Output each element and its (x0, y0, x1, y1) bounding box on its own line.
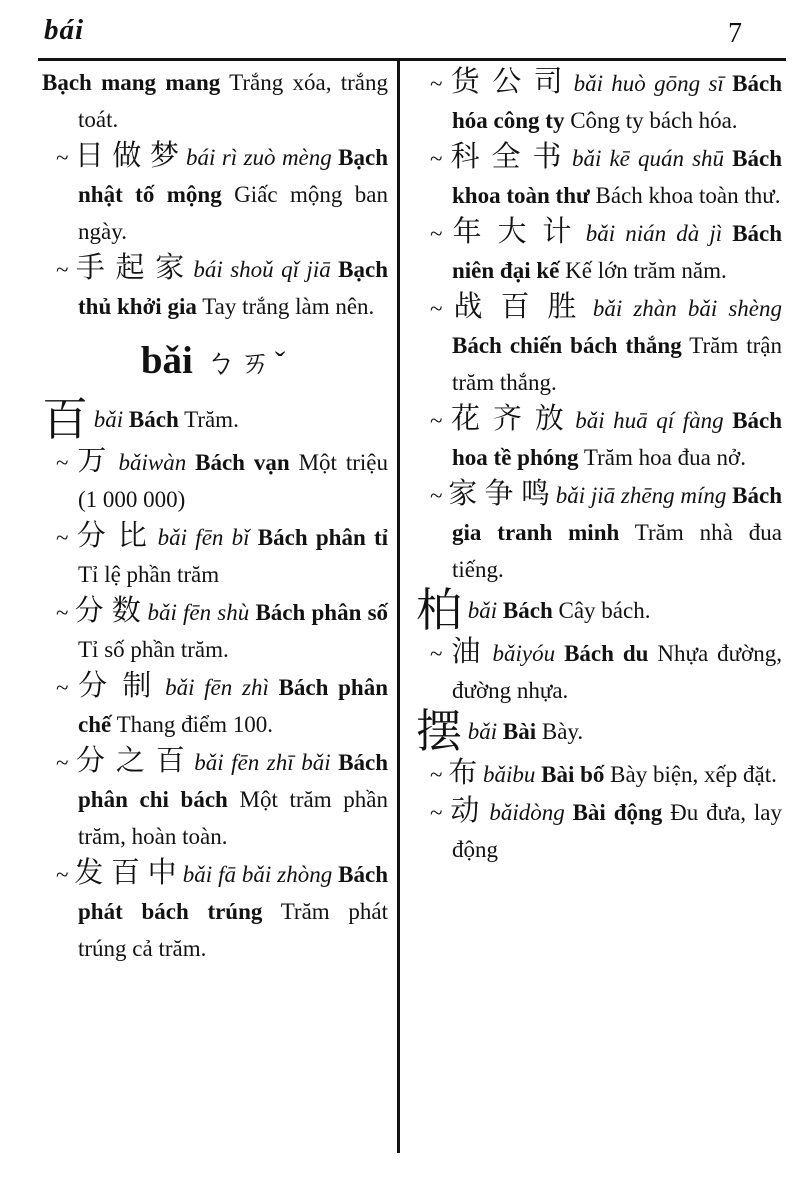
sub-entry-tilde: ~ (56, 862, 69, 887)
entry-hanzi: 油 (451, 636, 484, 668)
sub-entry-tilde: ~ (430, 641, 443, 666)
entry-definition: Trăm hoa đua nở. (583, 445, 746, 470)
entry-hanzi: 日 做 梦 (74, 140, 180, 172)
entry-pinyin: bǎiyóu (492, 641, 556, 666)
entry-hanzi: 货 公 司 (450, 66, 566, 98)
entry-hanzi: 万 (77, 445, 110, 477)
dictionary-entry (42, 743, 388, 855)
sub-entry-tilde: ~ (56, 450, 69, 475)
entry-definition: Trắng xóa, trắng toát. (78, 70, 388, 132)
sub-entry-tilde: ~ (430, 483, 443, 508)
entry-pinyin: bái rì zuò mèng (186, 145, 332, 170)
entry-sino-vietnamese: Bách gia tranh minh (452, 483, 782, 545)
dictionary-entry (416, 755, 782, 793)
entry-definition: Tỉ lệ phần trăm (78, 562, 220, 587)
entry-hanzi: 发 百 中 (74, 857, 177, 889)
section-zhuyin: ㄅㄞˇ (204, 345, 290, 380)
entry-hanzi: 分 之 百 (76, 745, 187, 777)
entry-pinyin: bái shoǔ qǐ jiā (193, 257, 331, 282)
entry-definition: Bách khoa toàn thư. (595, 183, 781, 208)
entry-sino-vietnamese: Bách hóa công ty (452, 71, 783, 133)
entry-sino-vietnamese: Bách niên đại kế (452, 221, 783, 283)
entry-pinyin: bǎi zhàn bǎi shèng (592, 296, 783, 321)
headword-hanzi: 百 (42, 394, 88, 445)
entry-pinyin: bǎi fēn shù (147, 600, 250, 625)
left-column (42, 64, 388, 967)
entry-sino-vietnamese: Bách phát bách trúng (78, 862, 388, 924)
entry-sino-vietnamese: Bạch mang mang (42, 70, 221, 95)
entry-pinyin: bǎibu (482, 762, 536, 787)
entry-sino-vietnamese: Bách phân chế (78, 675, 388, 737)
entry-pinyin: bǎi jiā zhēng míng (555, 483, 727, 508)
entry-definition: Một trăm phần trăm, hoàn toàn. (78, 787, 389, 849)
sub-entry-tilde: ~ (56, 257, 69, 282)
entry-definition: Kế lớn trăm năm. (565, 258, 727, 283)
entry-definition: Trăm. (184, 407, 239, 432)
sub-entry-tilde: ~ (430, 408, 443, 433)
dictionary-entry (416, 289, 782, 401)
entry-hanzi: 分 比 (76, 520, 150, 552)
headword-hanzi: 摆 (416, 706, 462, 757)
entry-definition: Bày biện, xếp đặt. (610, 762, 777, 787)
page-number: 7 (728, 18, 742, 49)
dictionary-entry (416, 139, 782, 214)
entry-hanzi: 手 起 家 (75, 252, 186, 284)
entry-hanzi: 分 制 (78, 670, 156, 702)
header-rule (38, 58, 786, 61)
entry-sino-vietnamese: Bài bố (541, 762, 605, 787)
entry-hanzi: 战 百 胜 (453, 291, 582, 323)
dictionary-entry (416, 476, 782, 588)
sub-entry-tilde: ~ (430, 800, 443, 825)
entry-sino-vietnamese: Bạch nhật tố mộng (78, 145, 389, 207)
entry-hanzi: 布 (448, 757, 478, 789)
dictionary-entry (42, 668, 388, 743)
entry-sino-vietnamese: Bách chiến bách thắng (452, 333, 682, 358)
entry-hanzi: 年 大 计 (452, 216, 576, 248)
entry-hanzi: 动 (450, 795, 482, 827)
entry-sino-vietnamese: Bách vạn (195, 450, 290, 475)
entry-pinyin: bǎi (467, 719, 498, 744)
dictionary-entry (42, 394, 388, 445)
dictionary-entry (416, 401, 782, 476)
entry-sino-vietnamese: Bài (502, 719, 537, 744)
entry-pinyin: bǎi fēn zhī bǎi (194, 750, 331, 775)
entry-sino-vietnamese: Bách phân số (255, 600, 389, 625)
dictionary-entry (42, 518, 388, 593)
sub-entry-tilde: ~ (56, 145, 69, 170)
entry-sino-vietnamese: Bách (128, 407, 179, 432)
entry-definition: Đu đưa, lay động (452, 800, 783, 862)
entry-sino-vietnamese: Bách (502, 598, 553, 623)
entry-definition: Tỉ số phần trăm. (78, 637, 229, 662)
entry-sino-vietnamese: Bạch thủ khởi gia (78, 257, 389, 319)
entry-definition: Thang điểm 100. (116, 712, 274, 737)
entry-sino-vietnamese: Bách hoa tề phóng (452, 408, 783, 470)
entry-sino-vietnamese: Bách khoa toàn thư (452, 146, 782, 208)
entry-definition: Trăm nhà đua tiếng. (452, 520, 782, 582)
entry-definition: Một triệu (1 000 000) (78, 450, 389, 512)
dictionary-entry (42, 64, 388, 138)
entry-pinyin: bǎi fēn zhì (165, 675, 269, 700)
entry-hanzi: 家 争 鸣 (448, 478, 550, 510)
entry-definition: Cây bách. (558, 598, 651, 623)
dictionary-entry (416, 793, 782, 868)
entry-pinyin: bǎi fēn bǐ (157, 525, 250, 550)
right-column (416, 64, 782, 868)
sub-entry-tilde: ~ (430, 762, 443, 787)
dictionary-entry (42, 855, 388, 967)
dictionary-entry (416, 706, 782, 757)
entry-definition: Công ty bách hóa. (570, 108, 738, 133)
entry-sino-vietnamese: Bách du (564, 641, 649, 666)
entry-hanzi: 科 全 书 (450, 141, 564, 173)
entry-definition: Giấc mộng ban ngày. (78, 182, 389, 244)
dictionary-entry (416, 214, 782, 289)
section-heading (42, 333, 388, 391)
entry-pinyin: bǎi huā qí fàng (575, 408, 724, 433)
column-divider (397, 61, 400, 1153)
entry-hanzi: 分 数 (74, 595, 142, 627)
entry-pinyin: bǎiwàn (118, 450, 187, 475)
dictionary-entry (416, 634, 782, 709)
guide-word: bái (44, 14, 85, 46)
dictionary-entry (416, 64, 782, 139)
entry-sino-vietnamese: Bách phân chi bách (78, 750, 389, 812)
sub-entry-tilde: ~ (56, 750, 69, 775)
entry-pinyin: bǎi fā bǎi zhòng (182, 862, 333, 887)
sub-entry-tilde: ~ (430, 296, 443, 321)
entry-pinyin: bǎi (467, 598, 498, 623)
sub-entry-tilde: ~ (430, 71, 443, 96)
entry-pinyin: bǎidòng (489, 800, 565, 825)
sub-entry-tilde: ~ (430, 146, 443, 171)
dictionary-entry (42, 443, 388, 518)
dictionary-entry (42, 138, 388, 250)
entry-definition: Trăm phát trúng cả trăm. (78, 899, 388, 961)
sub-entry-tilde: ~ (56, 600, 69, 625)
sub-entry-tilde: ~ (56, 525, 69, 550)
entry-sino-vietnamese: Bài động (572, 800, 663, 825)
entry-pinyin: bǎi (93, 407, 124, 432)
entry-hanzi: 花 齐 放 (451, 403, 567, 435)
sub-entry-tilde: ~ (430, 221, 443, 246)
dictionary-entry (416, 585, 782, 636)
entry-sino-vietnamese: Bách phân tỉ (257, 525, 389, 550)
entry-definition: Tay trắng làm nên. (202, 294, 375, 319)
headword-hanzi: 柏 (416, 585, 462, 636)
dictionary-entry (42, 593, 388, 668)
dictionary-entry (42, 250, 388, 325)
entry-definition: Trăm trận trăm thắng. (452, 333, 782, 395)
entry-pinyin: bǎi nián dà jì (585, 221, 723, 246)
entry-definition: Bày. (541, 719, 584, 744)
entry-pinyin: bǎi kē quán shū (571, 146, 725, 171)
section-pinyin: bǎi (140, 339, 193, 382)
sub-entry-tilde: ~ (56, 675, 69, 700)
entry-definition: Nhựa đường, đường nhựa. (452, 641, 782, 703)
entry-pinyin: bǎi huò gōng sī (573, 71, 724, 96)
